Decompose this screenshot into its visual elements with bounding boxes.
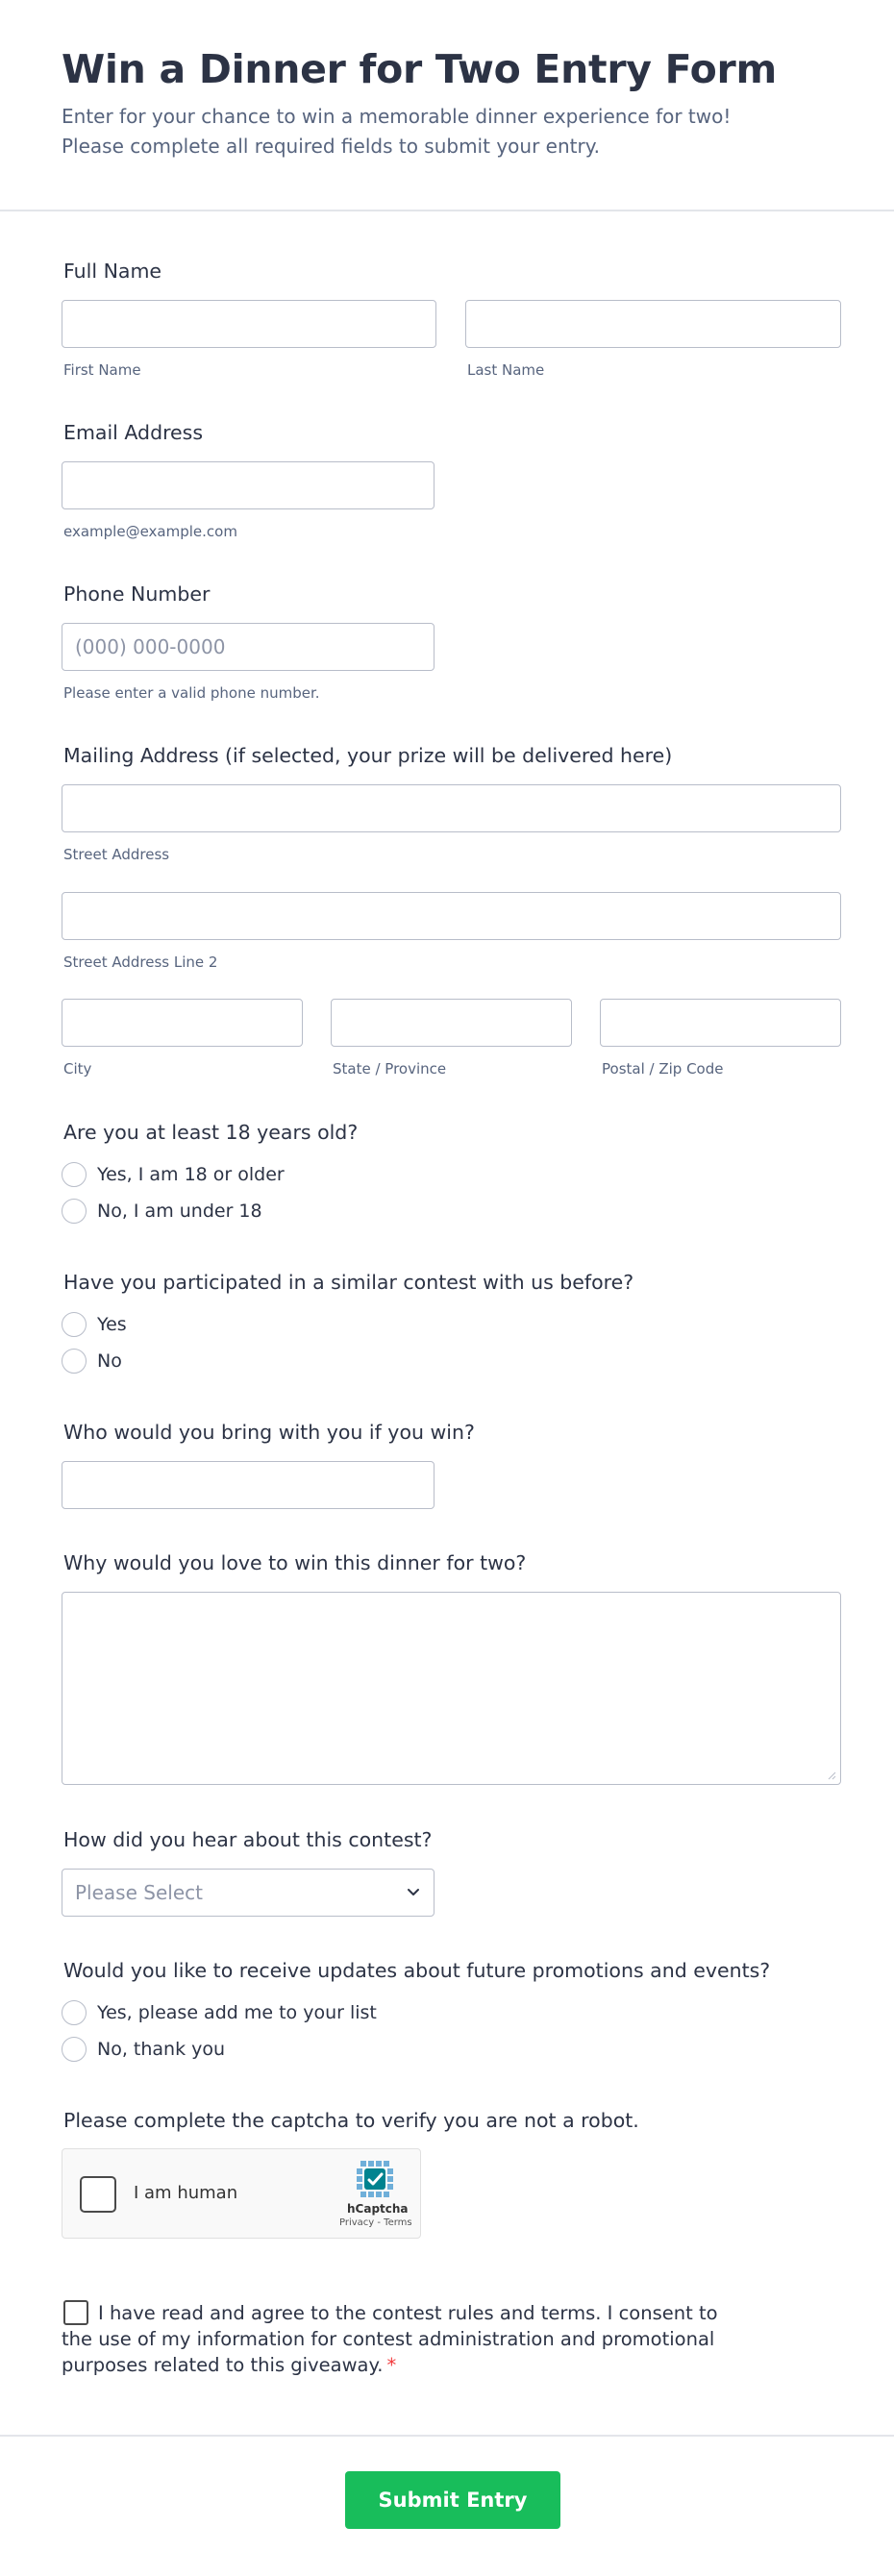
participated-question-label: Have you participated in a similar contest with us before? <box>63 1271 634 1294</box>
terms-checkbox[interactable] <box>63 2300 88 2325</box>
radio-label: Yes, please add me to your list <box>97 2002 377 2023</box>
radio-label: Yes, I am 18 or older <box>97 1164 285 1185</box>
companion-input[interactable] <box>62 1461 435 1509</box>
captcha-brand: hCaptcha <box>347 2202 409 2216</box>
first-name-input[interactable] <box>62 300 436 348</box>
terms-text: I have read and agree to the contest rules and terms. I consent to the use of my information for contest administration and promotional purposes related to this giveaway. <box>62 2302 718 2376</box>
zip-sublabel: Postal / Zip Code <box>602 1060 724 1077</box>
address-label: Mailing Address (if selected, your prize will be delivered here) <box>63 744 673 767</box>
radio-label: No <box>97 1350 122 1372</box>
hear-about-label: How did you hear about this contest? <box>63 1828 433 1851</box>
radio-label: Yes <box>97 1314 127 1335</box>
select-placeholder: Please Select <box>75 1881 203 1904</box>
last-name-input[interactable] <box>465 300 841 348</box>
form-title: Win a Dinner for Two Entry Form <box>62 46 777 92</box>
radio-button[interactable] <box>62 2037 87 2062</box>
form-description: Enter for your chance to win a memorable dinner experience for two! Please complete all required fields to submit your entry. <box>62 105 732 158</box>
captcha-checkbox[interactable] <box>80 2176 116 2213</box>
street-address-sublabel: Street Address <box>63 846 170 863</box>
radio-button[interactable] <box>62 2000 87 2025</box>
required-asterisk: * <box>386 2354 397 2376</box>
radio-label: No, thank you <box>97 2039 226 2060</box>
why-win-textarea[interactable] <box>62 1592 841 1785</box>
radio-button[interactable] <box>62 1199 87 1224</box>
radio-button[interactable] <box>62 1162 87 1187</box>
radio-label: No, I am under 18 <box>97 1201 262 1222</box>
captcha-label: Please complete the captcha to verify you are not a robot. <box>63 2109 639 2132</box>
phone-label: Phone Number <box>63 582 211 606</box>
radio-button[interactable] <box>62 1349 87 1374</box>
first-name-sublabel: First Name <box>63 361 141 379</box>
radio-button[interactable] <box>62 1312 87 1337</box>
age-question-label: Are you at least 18 years old? <box>63 1121 359 1144</box>
resize-grip-icon[interactable] <box>828 1771 836 1780</box>
form-header <box>0 0 894 211</box>
zip-input[interactable] <box>600 999 841 1047</box>
email-input[interactable] <box>62 461 435 509</box>
submit-entry-button[interactable]: Submit Entry <box>345 2471 560 2529</box>
captcha-privacy-terms-links[interactable]: Privacy - Terms <box>339 2217 412 2228</box>
state-input[interactable] <box>331 999 572 1047</box>
updates-question-label: Would you like to receive updates about future promotions and events? <box>63 1959 771 1982</box>
phone-placeholder: (000) 000-0000 <box>75 635 226 658</box>
footer-divider <box>0 2435 894 2437</box>
city-sublabel: City <box>63 1060 92 1077</box>
hcaptcha-logo-icon <box>353 2159 395 2197</box>
hear-about-select[interactable] <box>62 1869 435 1917</box>
terms-agreement <box>62 2300 754 2378</box>
chevron-down-icon <box>405 1884 422 1901</box>
full-name-label: Full Name <box>63 260 162 283</box>
email-sublabel: example@example.com <box>63 523 237 540</box>
companion-label: Who would you bring with you if you win? <box>63 1421 475 1444</box>
last-name-sublabel: Last Name <box>467 361 545 379</box>
why-win-label: Why would you love to win this dinner for two? <box>63 1551 527 1574</box>
street-address-input[interactable] <box>62 784 841 832</box>
phone-sublabel: Please enter a valid phone number. <box>63 684 320 702</box>
phone-input[interactable] <box>62 623 435 671</box>
city-input[interactable] <box>62 999 303 1047</box>
hcaptcha-widget <box>62 2148 421 2239</box>
street-address-line2-sublabel: Street Address Line 2 <box>63 954 218 971</box>
captcha-text: I am human <box>134 2183 238 2203</box>
state-sublabel: State / Province <box>333 1060 447 1077</box>
street-address-line2-input[interactable] <box>62 892 841 940</box>
email-label: Email Address <box>63 421 204 444</box>
